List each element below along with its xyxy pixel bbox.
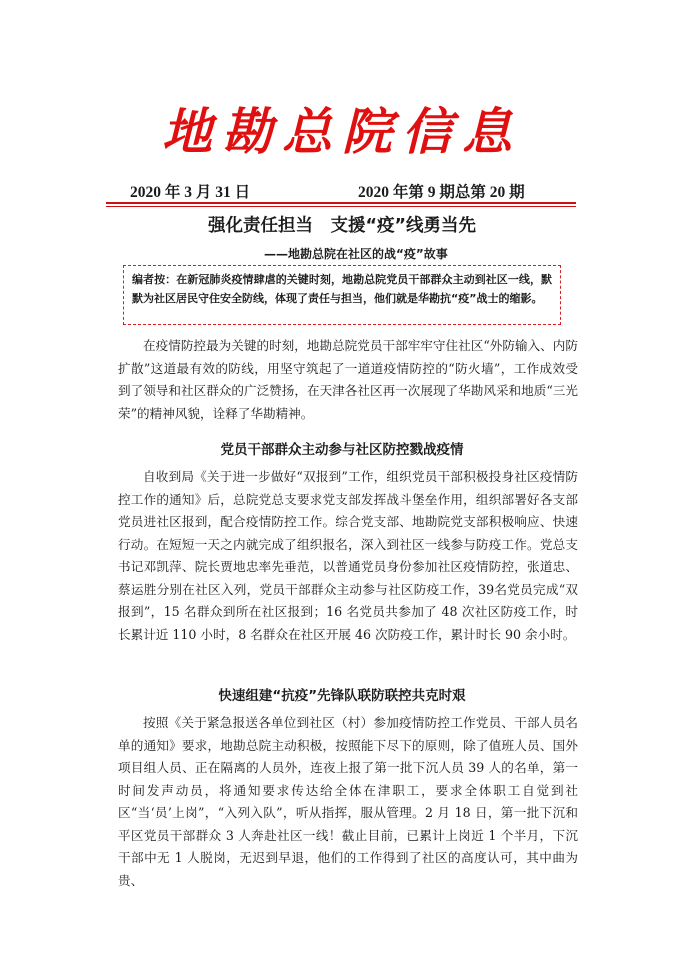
section-body-2: 按照《关于紧急报送各单位到社区（村）参加疫情防控工作党员、干部人员名单的通知》要求，地勘总院主动积极，按照能下尽下的原则，除了值班人员、国外项目组人员、正在隔离的人员外，连夜上报了第一批下沉人员 39 人的名单，第一时间发声动员，将通知要求传达给全体在津职工，要求全体职工自觉到社区“当‘员’上岗”，“入列入队”，听从指挥，服从管理。2 月 18 日，第一批下沉和平区党员干部群众 3 人奔赴社区一线！截止目前，已累计上岗近 1 个半月，下沉干部中无 1 人脱岗，无迟到早退，他们的工作得到了社区的高度认可，其中曲为贵、 [118, 715, 578, 888]
issue-date: 2020 年 3 月 31 日 [130, 184, 251, 201]
red-divider-thin [106, 206, 576, 207]
masthead-title: 地勘总院信息 [162, 102, 522, 161]
article-subtitle: ——地勘总院在社区的战“疫”故事 [264, 247, 448, 261]
editor-note: 编者按：在新冠肺炎疫情肆虐的关键时刻，地勘总院党员干部群众主动到社区一线，默默为社区居民守住安全防线，体现了责任与担当，他们就是华勘抗“疫”战士的缩影。 [123, 265, 561, 325]
article-title: 强化责任担当 支援“疫”线勇当先 [207, 216, 476, 236]
issue-number: 2020 年第 9 期总第 20 期 [358, 184, 525, 201]
intro-paragraph: 在疫情防控最为关键的时刻，地勘总院党员干部牢牢守住社区“外防输入、内防扩散”这道最有效的防线，用坚守筑起了一道道疫情防控的“防火墙”，工作成效受到了领导和社区群众的广泛赞扬，在天津各社区再一次展现了华勘风采和地质“三光荣”的精神风貌，诠释了华勘精神。 [118, 338, 578, 421]
section-heading-2: 快速组建“抗疫”先锋队联防联控共克时艰 [218, 688, 466, 704]
section-heading-1: 党员干部群众主动参与社区防控戮战疫情 [220, 442, 464, 458]
red-divider-thick [106, 202, 576, 204]
section-body-1: 自收到局《关于进一步做好“双报到”工作，组织党员干部积极投身社区疫情防控工作的通知》后，总院党总支要求党支部发挥战斗堡垒作用，组织部署好各支部党员进社区报到，配合疫情防控工作。综合党支部、地勘院党支部积极响应、快速行动。在短短一天之内就完成了组织报名，深入到社区一线参与防疫工作。党总支书记邓凯萍、院长贾地忠率先垂范，以普通党员身份参加社区疫情防控，张道忠、蔡运胜分别在社区入列，党员干部群众主动参与社区防疫工作，39名党员完成“双报到”，15 名群众到所在社区报到；16 名党员共参加了 48 次社区防疫工作，时长累计近 110 小时，8 名群众在社区开展 46 次防疫工作，累计时长 90 余小时。 [118, 469, 578, 642]
